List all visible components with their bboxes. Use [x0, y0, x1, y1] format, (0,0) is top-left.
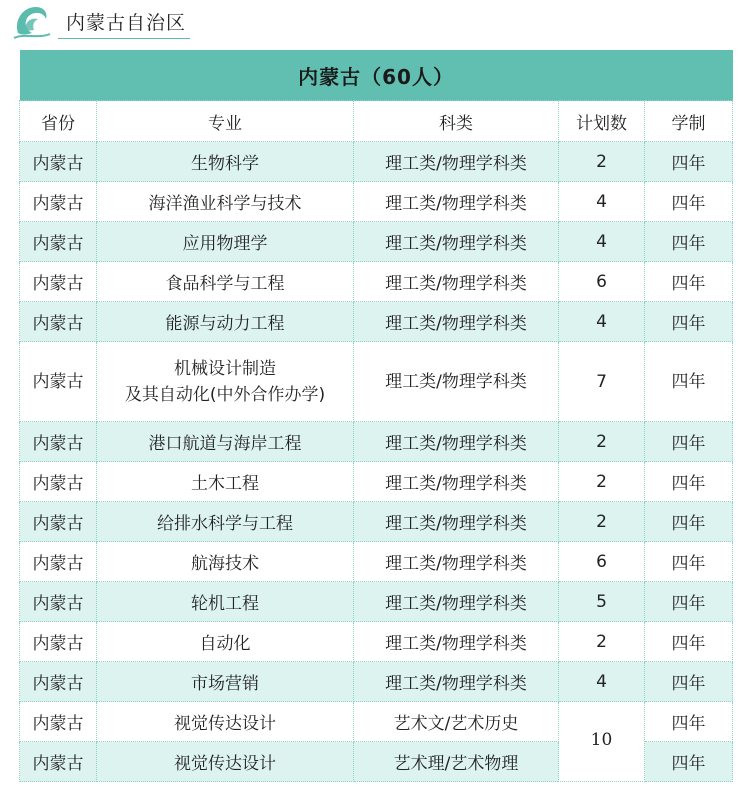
province-cell: 内蒙古: [20, 182, 97, 222]
province-cell: 内蒙古: [20, 262, 97, 302]
plan-cell: 4: [559, 662, 645, 702]
years-cell: 四年: [645, 222, 733, 262]
category-cell: 理工类/物理学科类: [354, 422, 559, 462]
category-cell: 理工类/物理学科类: [354, 302, 559, 342]
table-row: [20, 142, 733, 182]
category-cell: 艺术理/艺术物理: [354, 742, 559, 782]
category-cell: 理工类/物理学科类: [354, 542, 559, 582]
category-cell: 理工类/物理学科类: [354, 262, 559, 302]
category-cell: 理工类/物理学科类: [354, 502, 559, 542]
merged-plan-value: 10: [590, 730, 613, 750]
plan-cell: 7: [559, 342, 645, 422]
province-cell: 内蒙古: [20, 462, 97, 502]
category-cell: 理工类/物理学科类: [354, 142, 559, 182]
plan-cell: 4: [559, 302, 645, 342]
province-cell: 内蒙古: [20, 502, 97, 542]
category-cell: 理工类/物理学科类: [354, 462, 559, 502]
table-row: [20, 502, 733, 542]
category-cell: 理工类/物理学科类: [354, 582, 559, 622]
table-header-row: [20, 101, 733, 142]
province-cell: 内蒙古: [20, 222, 97, 262]
major-cell: 视觉传达设计: [97, 702, 354, 742]
plan-cell: 2: [559, 462, 645, 502]
province-cell: 内蒙古: [20, 662, 97, 702]
years-cell: 四年: [645, 582, 733, 622]
major-cell: 视觉传达设计: [97, 742, 354, 782]
years-cell: 四年: [645, 542, 733, 582]
table-row: [20, 262, 733, 302]
table-row: [20, 182, 733, 222]
major-cell: 市场营销: [97, 662, 354, 702]
plan-cell: 4: [559, 182, 645, 222]
plan-cell: 2: [559, 502, 645, 542]
column-header: 专业: [97, 101, 354, 142]
column-header: 省份: [20, 101, 97, 142]
province-cell: 内蒙古: [20, 422, 97, 462]
table-title: 内蒙古（60人）: [20, 50, 733, 101]
category-cell: 理工类/物理学科类: [354, 662, 559, 702]
table-row: [20, 422, 733, 462]
table-row: [20, 662, 733, 702]
major-cell: 应用物理学: [97, 222, 354, 262]
column-header: 科类: [354, 101, 559, 142]
plan-cell: 6: [559, 542, 645, 582]
years-cell: 四年: [645, 262, 733, 302]
province-cell: 内蒙古: [20, 342, 97, 422]
province-cell: 内蒙古: [20, 622, 97, 662]
province-cell: 内蒙古: [20, 142, 97, 182]
major-cell: 土木工程: [97, 462, 354, 502]
category-cell: 理工类/物理学科类: [354, 182, 559, 222]
major-cell: 机械设计制造 及其自动化(中外合作办学): [97, 342, 354, 422]
plan-cell: 2: [559, 422, 645, 462]
years-cell: 四年: [645, 342, 733, 422]
major-cell: 港口航道与海岸工程: [97, 422, 354, 462]
province-cell: 内蒙古: [20, 702, 97, 742]
table-row: [20, 582, 733, 622]
category-cell: 理工类/物理学科类: [354, 342, 559, 422]
major-cell: 生物科学: [97, 142, 354, 182]
province-cell: 内蒙古: [20, 302, 97, 342]
major-cell: 海洋渔业科学与技术: [97, 182, 354, 222]
wave-logo-icon: [12, 3, 52, 41]
years-cell: 四年: [645, 142, 733, 182]
years-cell: 四年: [645, 702, 733, 742]
years-cell: 四年: [645, 422, 733, 462]
column-header: 学制: [645, 101, 733, 142]
plan-cell: 2: [559, 142, 645, 182]
category-cell: 理工类/物理学科类: [354, 622, 559, 662]
column-header: 计划数: [559, 101, 645, 142]
page-header: [0, 0, 750, 48]
years-cell: 四年: [645, 742, 733, 782]
category-cell: 理工类/物理学科类: [354, 222, 559, 262]
table-row: [20, 462, 733, 502]
plan-cell: 5: [559, 582, 645, 622]
table-row: [20, 302, 733, 342]
major-cell: 能源与动力工程: [97, 302, 354, 342]
table-row: [20, 622, 733, 662]
plan-cell: 2: [559, 622, 645, 662]
page-title: 内蒙古自治区: [66, 12, 187, 34]
plan-cell: 4: [559, 222, 645, 262]
years-cell: 四年: [645, 662, 733, 702]
title-underline: [58, 38, 190, 39]
years-cell: 四年: [645, 462, 733, 502]
years-cell: 四年: [645, 302, 733, 342]
major-cell: 轮机工程: [97, 582, 354, 622]
table-row: [20, 222, 733, 262]
province-cell: 内蒙古: [20, 742, 97, 782]
years-cell: 四年: [645, 182, 733, 222]
admission-plan-table: [19, 50, 733, 782]
table-row: [20, 702, 733, 742]
years-cell: 四年: [645, 502, 733, 542]
category-cell: 艺术文/艺术历史: [354, 702, 559, 742]
major-cell: 食品科学与工程: [97, 262, 354, 302]
table-row: [20, 342, 733, 422]
major-cell: 航海技术: [97, 542, 354, 582]
province-cell: 内蒙古: [20, 582, 97, 622]
plan-cell: 6: [559, 262, 645, 302]
major-cell: 自动化: [97, 622, 354, 662]
major-cell: 给排水科学与工程: [97, 502, 354, 542]
table-row: [20, 542, 733, 582]
years-cell: 四年: [645, 622, 733, 662]
merged-plan-cell: [559, 702, 645, 782]
province-cell: 内蒙古: [20, 542, 97, 582]
